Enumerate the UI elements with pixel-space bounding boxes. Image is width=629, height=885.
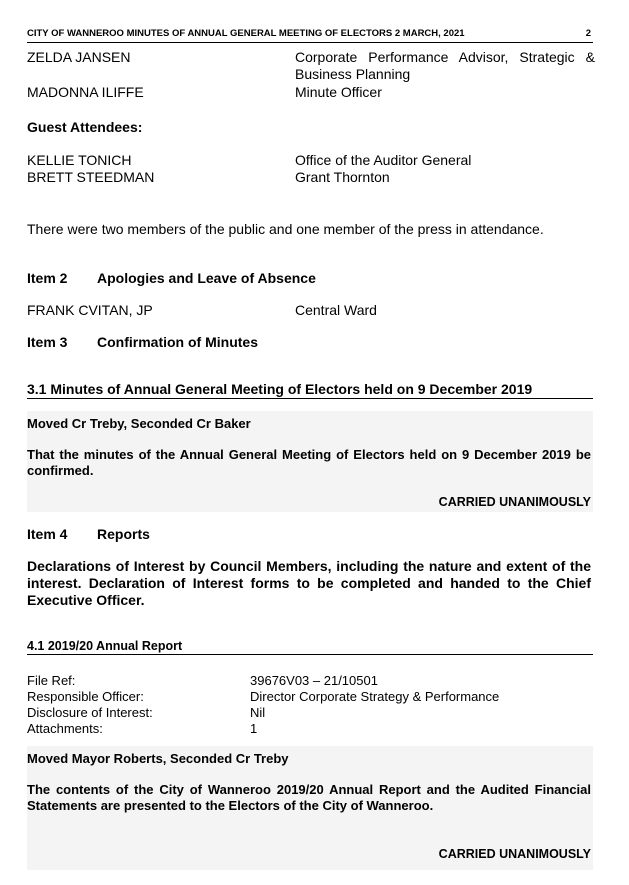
moved-seconded: Moved Cr Treby, Seconded Cr Baker [27,416,251,431]
moved-seconded: Moved Mayor Roberts, Seconded Cr Treby [27,751,289,766]
section-rule [27,654,593,655]
motion-text: The contents of the City of Wanneroo 2019/20 Annual Report and the Audited Financial Statements are presented to the Electors of the City of Wanneroo. [27,782,591,813]
apology-name: FRANK CVITAN, JP [27,302,153,318]
section-title: 4.1 2019/20 Annual Report [27,639,183,653]
section-rule [27,398,593,399]
page-number: 2 [585,28,591,39]
detail-value: Director Corporate Strategy & Performance [250,689,500,704]
detail-value: Nil [250,705,266,720]
attendee-role: Minute Officer [295,84,382,100]
item-number: Item 2 [27,270,68,286]
guest-name: BRETT STEEDMAN [27,169,155,185]
item-number: Item 4 [27,526,68,542]
item-title: Reports [97,526,150,542]
guest-role: Office of the Auditor General [295,152,472,168]
carried-label: CARRIED UNANIMOUSLY [438,847,591,861]
header-title: CITY OF WANNEROO MINUTES OF ANNUAL GENERAL MEETING OF ELECTORS 2 MARCH, 2021 [27,28,465,39]
detail-label: Attachments: [27,721,103,736]
detail-label: Responsible Officer: [27,689,144,704]
detail-value: 39676V03 – 21/10501 [250,673,378,688]
attendee-role: Corporate Performance Advisor, Strategic & Business Planning [295,49,595,82]
item-title: Confirmation of Minutes [97,334,258,350]
guest-role: Grant Thornton [295,169,390,185]
item-title: Apologies and Leave of Absence [97,270,316,286]
detail-value: 1 [250,721,258,736]
attendee-name: MADONNA ILIFFE [27,84,144,100]
public-note: There were two members of the public and one member of the press in attendance. [27,221,544,237]
section-title: 3.1 Minutes of Annual General Meeting of Electors held on 9 December 2019 [27,381,533,397]
attendee-name: ZELDA JANSEN [27,49,131,65]
page-header [27,28,593,43]
item-number: Item 3 [27,334,68,350]
guest-name: KELLIE TONICH [27,152,132,168]
carried-label: CARRIED UNANIMOUSLY [438,495,591,509]
declarations-text: Declarations of Interest by Council Members, including the nature and extent of the interest. Declaration of Interest forms to be completed and handed to the Chief Executive Officer. [27,558,591,608]
detail-label: File Ref: [27,673,76,688]
detail-label: Disclosure of Interest: [27,705,153,720]
motion-text: That the minutes of the Annual General Meeting of Electors held on 9 December 2019 be confirmed. [27,447,591,478]
guest-heading: Guest Attendees: [27,119,143,135]
apology-ward: Central Ward [295,302,377,318]
